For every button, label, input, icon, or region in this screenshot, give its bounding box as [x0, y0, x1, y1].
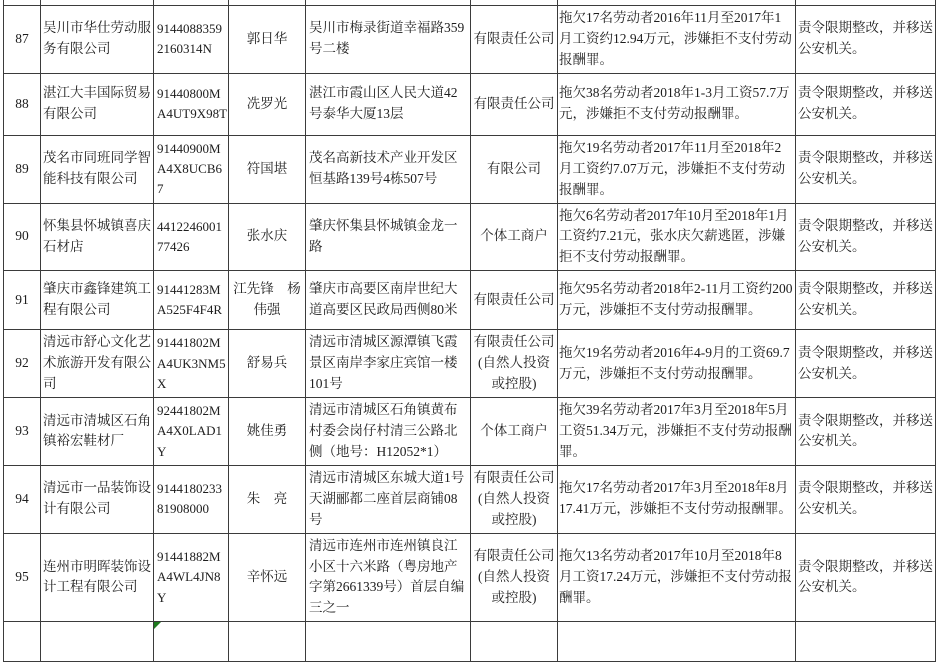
cell-penalty-decision: 责令限期整改，并移送公安机关。 — [796, 533, 936, 622]
table-row — [4, 465, 936, 533]
cell-company-type: 有限公司 — [471, 135, 558, 203]
cell-company-name: 清远市一品装饰设计有限公司 — [41, 465, 154, 533]
cell-person-name: 张水庆 — [229, 203, 306, 271]
cell-company-name — [41, 622, 154, 662]
cell-company-type — [471, 622, 558, 662]
cell-company-type: 有限责任公司 — [471, 73, 558, 135]
cell-address: 肇庆市高要区南岸世纪大道高要区民政局西侧80米 — [306, 271, 471, 330]
cell-company-type: 有限责任公司(自然人投资或控股) — [471, 465, 558, 533]
cell-person-name: 江先锋 杨伟强 — [229, 271, 306, 330]
cell-credit-code: 91440883592160314N — [154, 6, 229, 74]
cell-row-number: 94 — [4, 465, 41, 533]
cell-penalty-decision: 责令限期整改，并移送公安机关。 — [796, 203, 936, 271]
cell-row-number: 95 — [4, 533, 41, 622]
table-row — [4, 533, 936, 622]
cell-row-number: 89 — [4, 135, 41, 203]
cell-person-name: 舒易兵 — [229, 330, 306, 398]
cell-company-type: 有限责任公司(自然人投资或控股) — [471, 330, 558, 398]
cell-company-name: 湛江大丰国际贸易有限公司 — [41, 73, 154, 135]
cell-penalty-decision: 责令限期整改，并移送公安机关。 — [796, 73, 936, 135]
cell-violation-description: 拖欠39名劳动者2017年3月至2018年5月工资51.34万元，涉嫌拒不支付劳动报酬罪。 — [558, 398, 796, 466]
cell-address: 清远市清城区石角镇黄布村委会岗仔村清三公路北侧（地号：H12052*1） — [306, 398, 471, 466]
cell-violation-description: 拖欠38名劳动者2018年1-3月工资57.7万元，涉嫌拒不支付劳动报酬罪。 — [558, 73, 796, 135]
cell-company-type: 个体工商户 — [471, 398, 558, 466]
cell-violation-description: 拖欠95名劳动者2018年2-11月工资约200万元，涉嫌拒不支付劳动报酬罪。 — [558, 271, 796, 330]
cell-company-type: 个体工商户 — [471, 203, 558, 271]
cell-address — [306, 622, 471, 662]
table-row — [4, 271, 936, 330]
table-row — [4, 6, 936, 74]
table-body — [4, 0, 936, 662]
cell-person-name: 朱 亮 — [229, 465, 306, 533]
cell-violation-description: 拖欠19名劳动者2016年4-9月的工资69.7万元，涉嫌拒不支付劳动报酬罪。 — [558, 330, 796, 398]
cell-penalty-decision: 责令限期整改，并移送公安机关。 — [796, 271, 936, 330]
cell-person-name: 符国堪 — [229, 135, 306, 203]
cell-row-number: 90 — [4, 203, 41, 271]
cell-person-name: 辛怀远 — [229, 533, 306, 622]
cell-person-name: 郭日华 — [229, 6, 306, 74]
cell-row-number — [4, 622, 41, 662]
cell-credit-code: 91441283MA525F4F4R — [154, 271, 229, 330]
cell-person-name — [229, 622, 306, 662]
cell-penalty-decision: 责令限期整改，并移送公安机关。 — [796, 330, 936, 398]
cell-violation-description: 拖欠17名劳动者2016年11月至2017年1月工资约12.94万元，涉嫌拒不支付劳动报酬罪。 — [558, 6, 796, 74]
labor-violation-penalty-table — [3, 0, 936, 662]
cell-company-type: 有限责任公司 — [471, 271, 558, 330]
cell-address: 清远市清城区源潭镇飞霞景区南岸李家庄宾馆一楼101号 — [306, 330, 471, 398]
cell-person-name: 冼罗光 — [229, 73, 306, 135]
cell-company-name: 吴川市华仕劳动服务有限公司 — [41, 6, 154, 74]
cell-company-name: 连州市明晖装饰设计工程有限公司 — [41, 533, 154, 622]
table-row — [4, 73, 936, 135]
cell-credit-code: 91441802MA4UK3NM5X — [154, 330, 229, 398]
cell-address: 湛江市霞山区人民大道42号泰华大厦13层 — [306, 73, 471, 135]
cell-address: 清远市清城区东城大道1号天湖郦都二座首层商铺08号 — [306, 465, 471, 533]
cell-row-number: 87 — [4, 6, 41, 74]
cell-address: 茂名高新技术产业开发区恒基路139号4栋507号 — [306, 135, 471, 203]
cell-company-name: 茂名市同班同学智能科技有限公司 — [41, 135, 154, 203]
cell-company-name: 怀集县怀城镇喜庆石材店 — [41, 203, 154, 271]
cell-credit-code: 441224600177426 — [154, 203, 229, 271]
document-page — [3, 0, 936, 662]
cell-credit-code: 91440900MA4X8UCB67 — [154, 135, 229, 203]
cell-penalty-decision: 责令限期整改，并移送公安机关。 — [796, 135, 936, 203]
number-as-text-marker-icon — [154, 622, 161, 629]
cell-row-number: 93 — [4, 398, 41, 466]
partial-table-row — [4, 622, 936, 662]
cell-row-number: 88 — [4, 73, 41, 135]
table-row — [4, 330, 936, 398]
cell-company-type: 有限责任公司(自然人投资或控股) — [471, 533, 558, 622]
cell-violation-description: 拖欠17名劳动者2017年3月至2018年8月17.41万元，涉嫌拒不支付劳动报酬罪。 — [558, 465, 796, 533]
cell-company-type: 有限责任公司 — [471, 6, 558, 74]
cell-address: 吴川市梅录街道幸福路359号二楼 — [306, 6, 471, 74]
cell-row-number: 92 — [4, 330, 41, 398]
cell-address: 肇庆怀集县怀城镇金龙一路 — [306, 203, 471, 271]
cell-violation-description — [558, 622, 796, 662]
table-row — [4, 203, 936, 271]
cell-company-name: 清远市舒心文化艺术旅游开发有限公司 — [41, 330, 154, 398]
cell-credit-code: 92441802MA4X0LAD1Y — [154, 398, 229, 466]
cell-violation-description: 拖欠6名劳动者2017年10月至2018年1月工资约7.21元，张水庆欠薪逃匿，涉嫌拒不支付劳动报酬罪。 — [558, 203, 796, 271]
table-row — [4, 135, 936, 203]
cell-company-name: 肇庆市鑫锋建筑工程有限公司 — [41, 271, 154, 330]
cell-violation-description: 拖欠13名劳动者2017年10月至2018年8月工资17.24万元，涉嫌拒不支付劳动报酬罪。 — [558, 533, 796, 622]
cell-row-number: 91 — [4, 271, 41, 330]
cell-credit-code — [154, 622, 229, 662]
cell-company-name: 清远市清城区石角镇裕宏鞋材厂 — [41, 398, 154, 466]
cell-violation-description: 拖欠19名劳动者2017年11月至2018年2月工资约7.07万元，涉嫌拒不支付劳动报酬罪。 — [558, 135, 796, 203]
table-row — [4, 398, 936, 466]
cell-credit-code: 914418023381908000 — [154, 465, 229, 533]
cell-address: 清远市连州市连州镇良江小区十六米路（粤房地产字第2661339号）首层自编三之一 — [306, 533, 471, 622]
cell-penalty-decision: 责令限期整改，并移送公安机关。 — [796, 465, 936, 533]
cell-credit-code: 91441882MA4WL4JN8Y — [154, 533, 229, 622]
cell-penalty-decision: 责令限期整改，并移送公安机关。 — [796, 6, 936, 74]
cell-penalty-decision: 责令限期整改，并移送公安机关。 — [796, 398, 936, 466]
cell-credit-code: 91440800MA4UT9X98T — [154, 73, 229, 135]
cell-person-name: 姚佳勇 — [229, 398, 306, 466]
cell-penalty-decision — [796, 622, 936, 662]
